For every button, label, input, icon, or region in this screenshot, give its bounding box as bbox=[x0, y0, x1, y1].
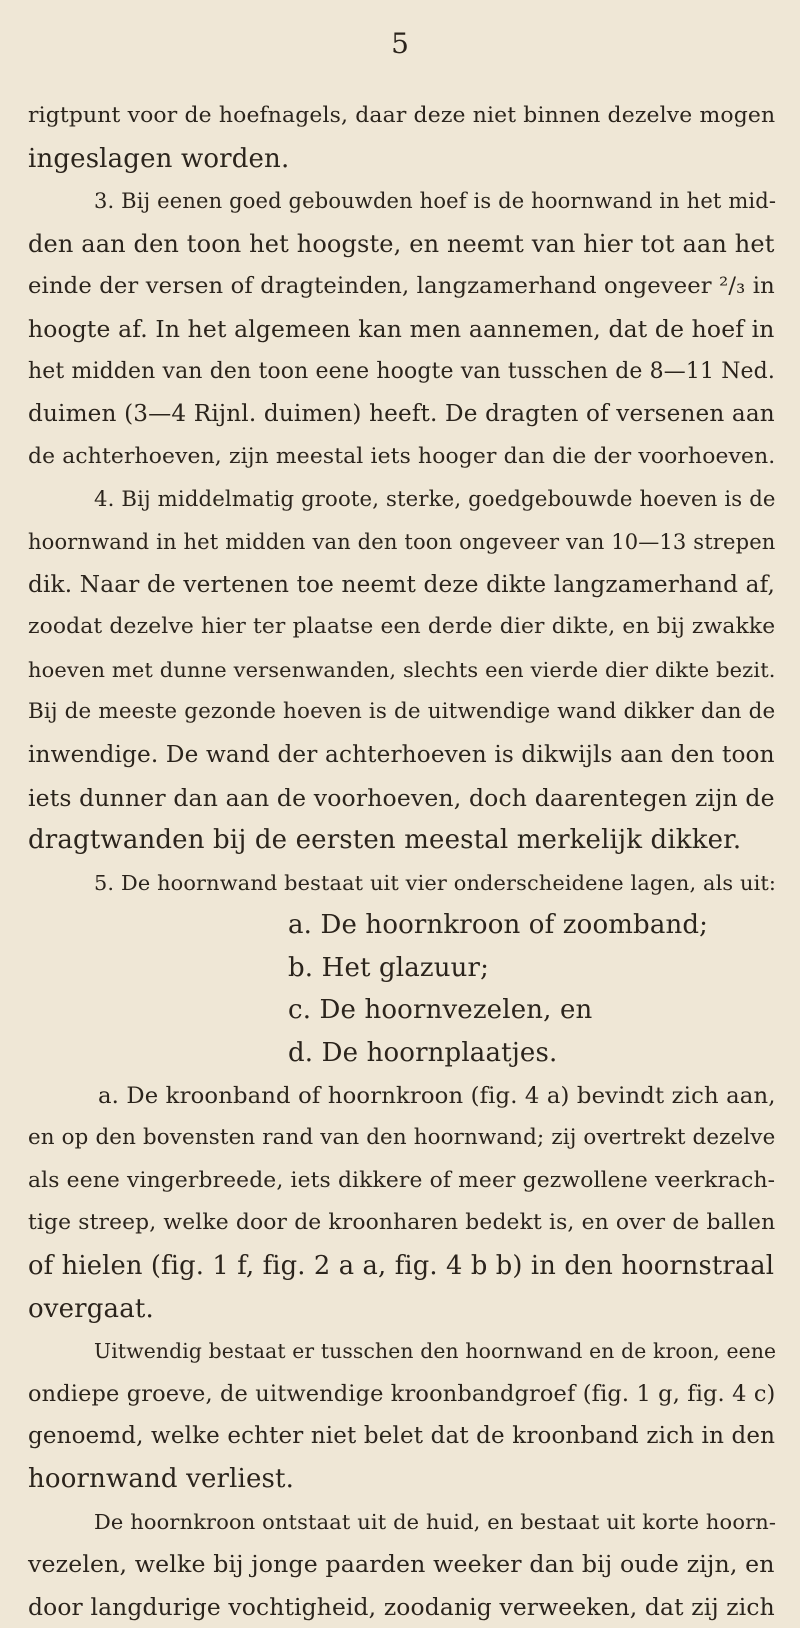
paragraph-start: Uitwendig bestaat er tusschen den hoornwand en de kroon, eene bbox=[94, 1339, 777, 1364]
paragraph-start: 3. Bij eenen goed gebouwden hoef is de hoornwand in het mid- bbox=[94, 188, 777, 214]
page-text bbox=[28, 95, 778, 1628]
text-line: vezelen, welke bij jonge paarden weeker dan bij oude zijn, en bbox=[28, 1550, 775, 1579]
text-line: iets dunner dan aan de voorhoeven, doch daarentegen zijn de bbox=[28, 783, 775, 812]
text-line: zoodat dezelve hier ter plaatse een derde dier dikte, en bij zwakke bbox=[28, 614, 776, 640]
text-line: hoeven met dunne versenwanden, slechts een vierde dier dikte bezit. bbox=[28, 657, 776, 682]
text-line: ondiepe groeve, de uitwendige kroonbandgroef (fig. 1 g, fig. 4 c) bbox=[28, 1380, 776, 1407]
text-line: als eene vingerbreede, iets dikkere of meer gezwollene veerkrach- bbox=[28, 1167, 776, 1193]
list-item: c. De hoornvezelen, en bbox=[288, 995, 593, 1026]
text-line: dragtwanden bij de eersten meestal merkelijk dikker. bbox=[28, 825, 742, 856]
text-line: ingeslagen worden. bbox=[28, 143, 290, 174]
text-line: genoemd, welke echter niet belet dat de kroonband zich in den bbox=[28, 1423, 776, 1450]
text-line: het midden van den toon eene hoogte van tusschen de 8—11 Ned. bbox=[28, 358, 775, 384]
text-line: Bij de meeste gezonde hoeven is de uitwendige wand dikker dan de bbox=[28, 699, 776, 725]
list-item: b. Het glazuur; bbox=[288, 952, 490, 983]
text-line: den aan den toon het hoogste, en neemt van hier tot aan het bbox=[28, 229, 775, 258]
text-line: dik. Naar de vertenen toe neemt deze dikte langzamerhand af, bbox=[28, 570, 776, 598]
text-line: duimen (3—4 Rijnl. duimen) heeft. De dragten of versenen aan bbox=[28, 401, 775, 428]
text-line: overgaat. bbox=[28, 1293, 154, 1324]
text-line: en op den bovensten rand van den hoornwand; zij overtrekt dezelve bbox=[28, 1125, 776, 1151]
text-line: hoogte af. In het algemeen kan men aannemen, dat de hoef in bbox=[28, 314, 775, 343]
text-line: hoornwand verliest. bbox=[28, 1464, 295, 1494]
paragraph-start: 4. Bij middelmatig groote, sterke, goedgebouwde hoeven is de bbox=[94, 486, 776, 512]
text-line: de achterhoeven, zijn meestal iets hooger dan die der voorhoeven. bbox=[28, 443, 776, 469]
text-line: inwendige. De wand der achterhoeven is dikwijls aan den toon bbox=[28, 740, 775, 768]
paragraph-start: 5. De hoornwand bestaat uit vier onderscheidene lagen, als uit: bbox=[94, 870, 777, 895]
list-item: a. De hoornkroon of zoomband; bbox=[288, 910, 709, 941]
text-line: of hielen (fig. 1 f, fig. 2 a a, fig. 4 b b) in den hoornstraal bbox=[28, 1251, 775, 1282]
paragraph-start: a. De kroonband of hoornkroon (fig. 4 a) bevindt zich aan, bbox=[98, 1082, 776, 1109]
text-line: door langdurige vochtigheid, zoodanig verweeken, dat zij zich bbox=[28, 1592, 775, 1621]
paragraph-start: De hoornkroon ontstaat uit de huid, en bestaat uit korte hoorn- bbox=[94, 1509, 777, 1534]
text-line: tige streep, welke door de kroonharen bedekt is, en over de ballen bbox=[28, 1210, 776, 1236]
text-line: rigtpunt voor de hoefnagels, daar deze niet binnen dezelve mogen bbox=[28, 103, 776, 128]
text-line: hoornwand in het midden van den toon ongeveer van 10—13 strepen bbox=[28, 528, 776, 554]
list-item: d. De hoornplaatjes. bbox=[288, 1038, 558, 1069]
page-number: 5 bbox=[391, 27, 409, 60]
text-line: einde der versen of dragteinden, langzamerhand ongeveer ²/₃ in bbox=[28, 273, 775, 300]
